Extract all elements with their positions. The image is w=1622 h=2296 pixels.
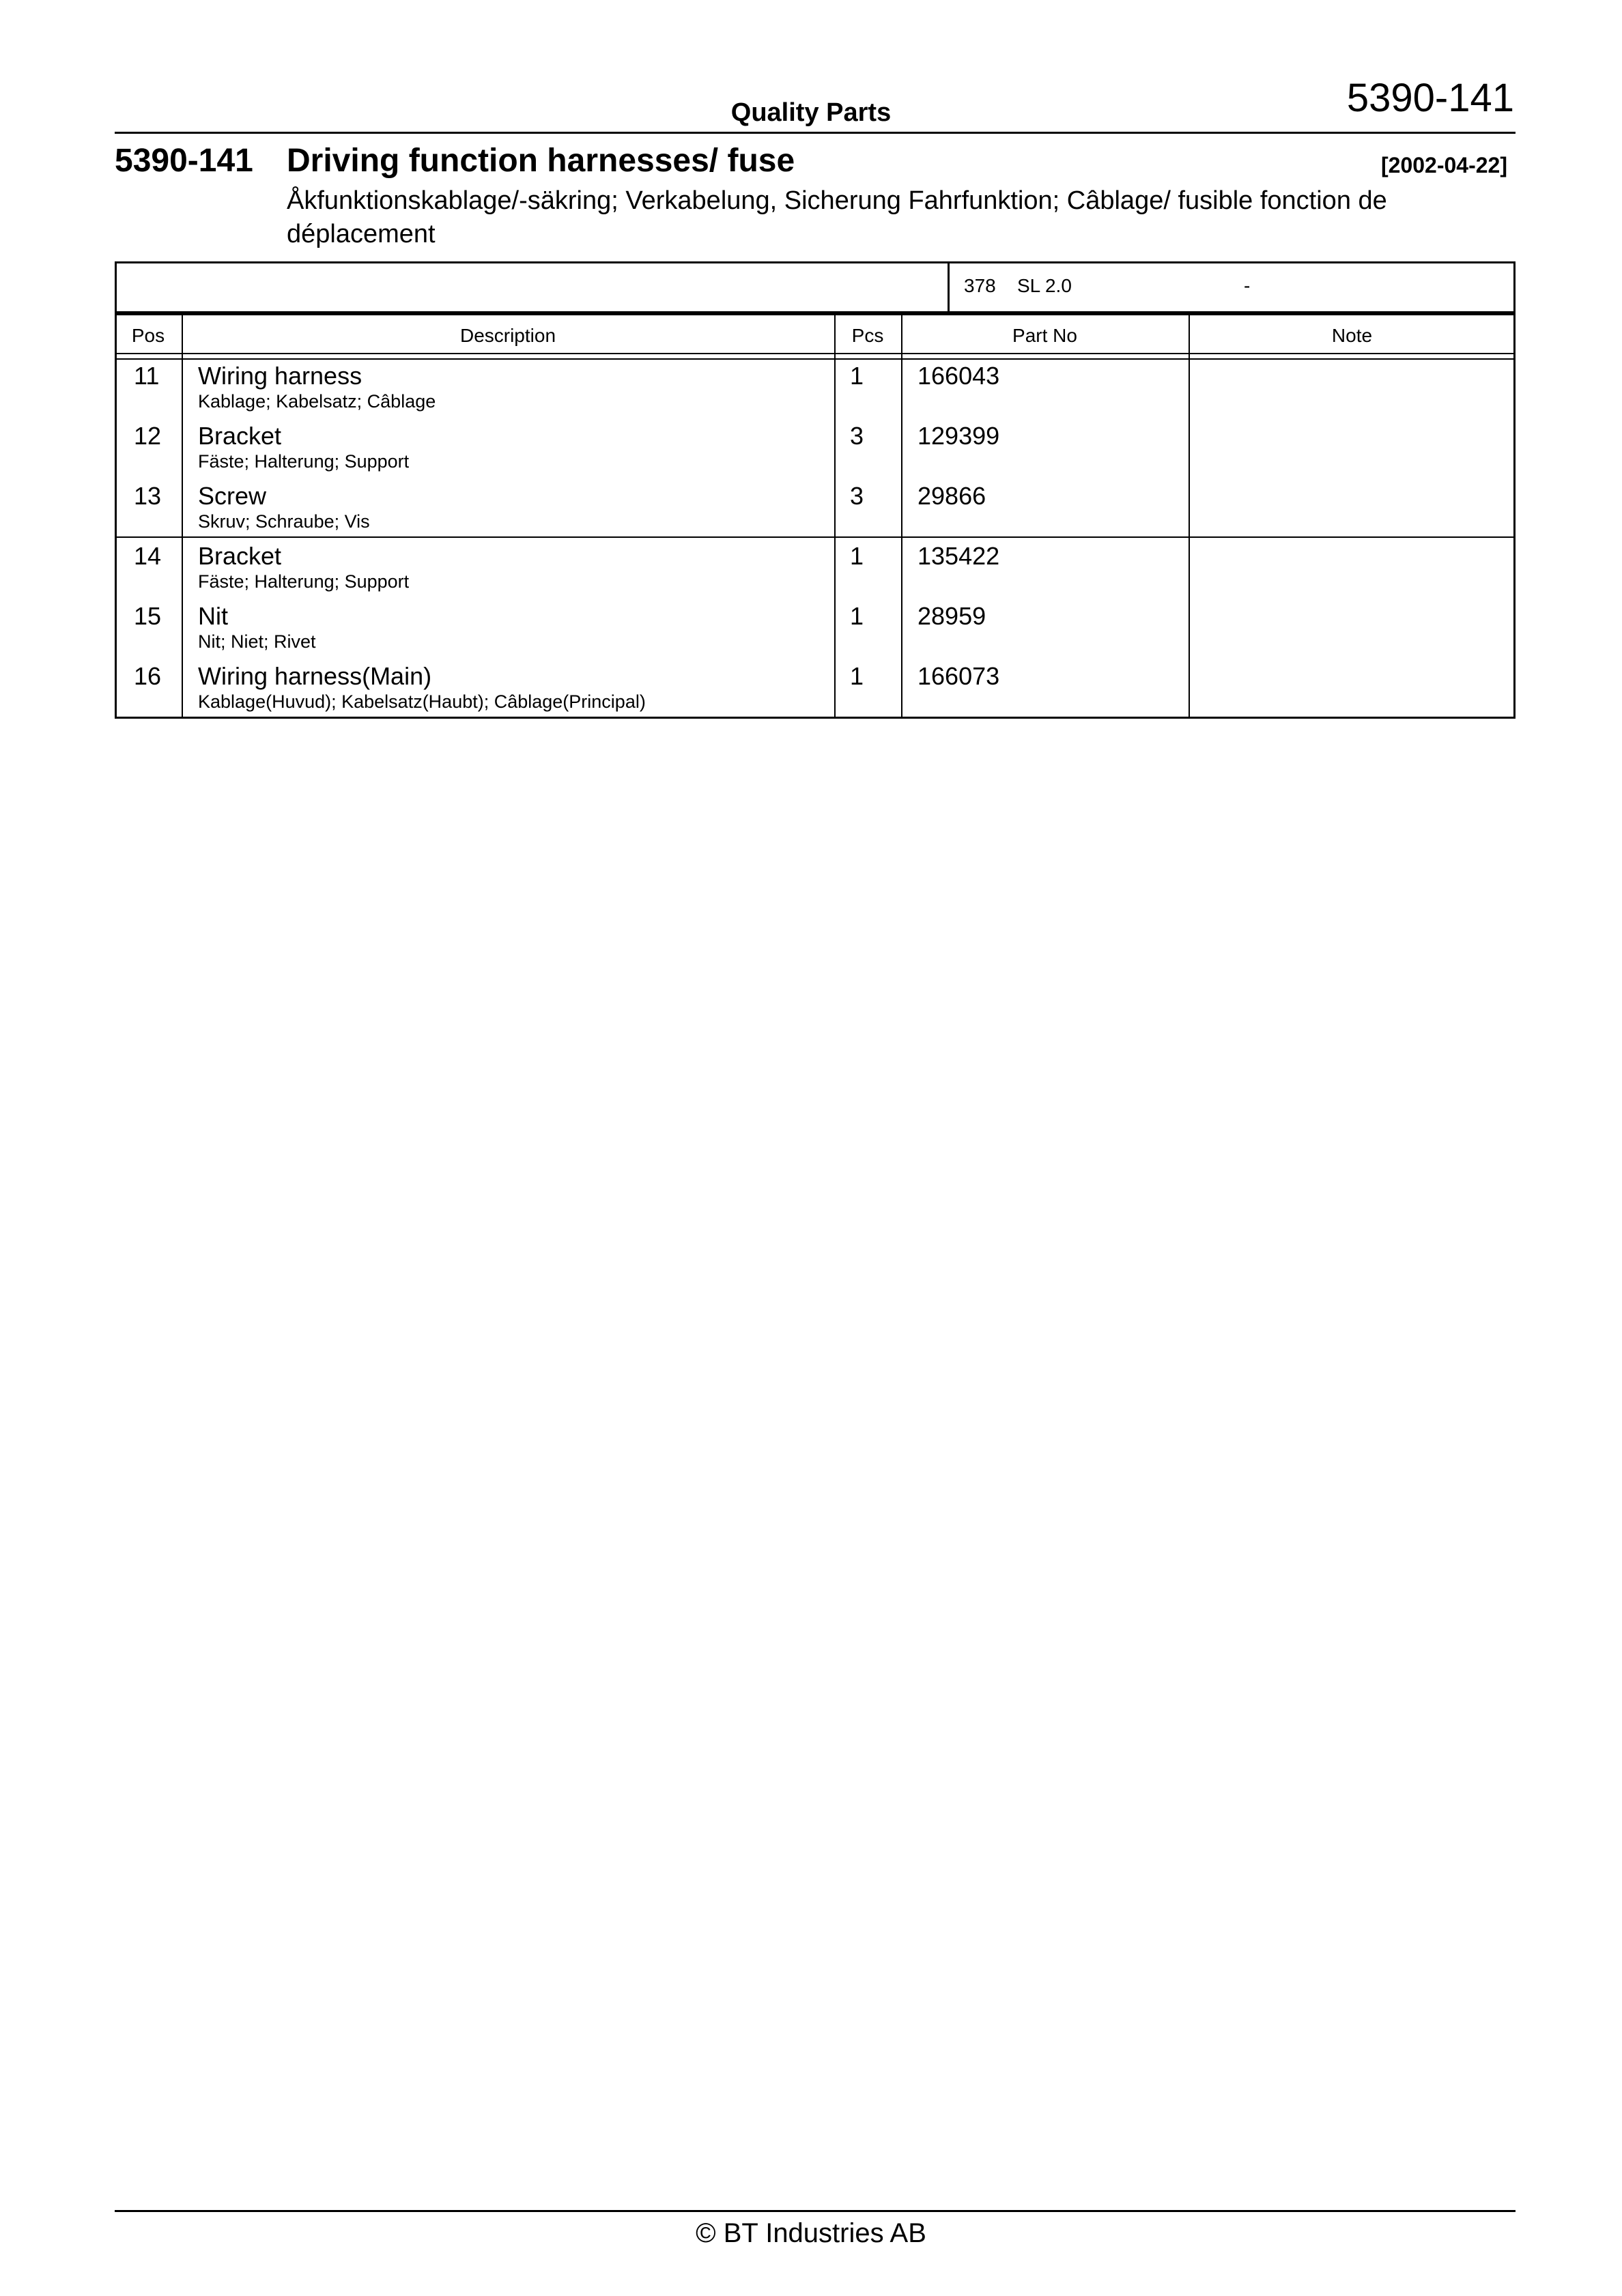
row-part-no: 29866 [917, 482, 986, 510]
row-pcs: 1 [850, 602, 864, 630]
row-description: Wiring harness(Main) [198, 662, 432, 690]
row-pos: 16 [134, 662, 162, 690]
column-divider [182, 313, 183, 719]
row-pcs: 3 [850, 422, 864, 450]
row-description: Wiring harness [198, 362, 362, 390]
row-translations: Fäste; Halterung; Support [198, 571, 410, 592]
row-translations: Fäste; Halterung; Support [198, 451, 410, 472]
column-header-part-no: Part No [1012, 325, 1077, 346]
row-pos: 15 [134, 602, 162, 630]
model-code: 378 [964, 275, 996, 296]
row-pos: 12 [134, 422, 162, 450]
model-range: - [1244, 275, 1251, 296]
document-subtitle: Åkfunktionskablage/-säkring; Verkabelung, Sicherung Fahrfunktion; Câblage/ fusible fonction de déplacement [287, 186, 1387, 248]
header-underline [115, 358, 1516, 360]
row-pcs: 3 [850, 482, 864, 510]
column-header-note: Note [1331, 325, 1373, 346]
document-title: Driving function harnesses/ fuse [287, 143, 795, 179]
column-header-pos: Pos [131, 325, 165, 346]
section-heading: Quality Parts [730, 98, 892, 127]
column-header-description: Description [459, 325, 556, 346]
row-pos: 14 [134, 542, 162, 570]
row-translations: Kablage; Kabelsatz; Câblage [198, 391, 436, 412]
model-box [115, 261, 1516, 313]
column-divider [901, 313, 902, 719]
footer-rule [115, 2210, 1516, 2212]
header-underline [115, 353, 1516, 354]
page-number: 5390-141 [1346, 76, 1514, 120]
row-pos: 11 [134, 362, 160, 390]
row-part-no: 129399 [917, 422, 1000, 450]
row-part-no: 166043 [917, 362, 1000, 390]
row-pcs: 1 [850, 542, 864, 570]
row-description: Nit [198, 602, 228, 630]
row-part-no: 28959 [917, 602, 986, 630]
row-description: Bracket [198, 422, 282, 450]
row-translations: Nit; Niet; Rivet [198, 631, 316, 652]
column-divider [834, 313, 836, 719]
document-number: 5390-141 [115, 143, 253, 179]
model-name: SL 2.0 [1017, 275, 1072, 296]
row-part-no: 166073 [917, 662, 1000, 690]
model-box-divider [948, 261, 950, 313]
column-header-pcs: Pcs [851, 325, 884, 346]
header-rule [115, 132, 1516, 134]
row-pos: 13 [134, 482, 162, 510]
column-divider [1189, 313, 1190, 719]
copyright-notice: © BT Industries AB [696, 2218, 926, 2248]
row-pcs: 1 [850, 362, 864, 390]
row-pcs: 1 [850, 662, 864, 690]
group-divider [115, 536, 1516, 538]
row-part-no: 135422 [917, 542, 1000, 570]
row-description: Screw [198, 482, 267, 510]
row-translations: Kablage(Huvud); Kabelsatz(Haubt); Câblage(Principal) [198, 691, 646, 712]
row-translations: Skruv; Schraube; Vis [198, 511, 370, 532]
document-date: [2002-04-22] [1381, 153, 1507, 177]
row-description: Bracket [198, 542, 282, 570]
